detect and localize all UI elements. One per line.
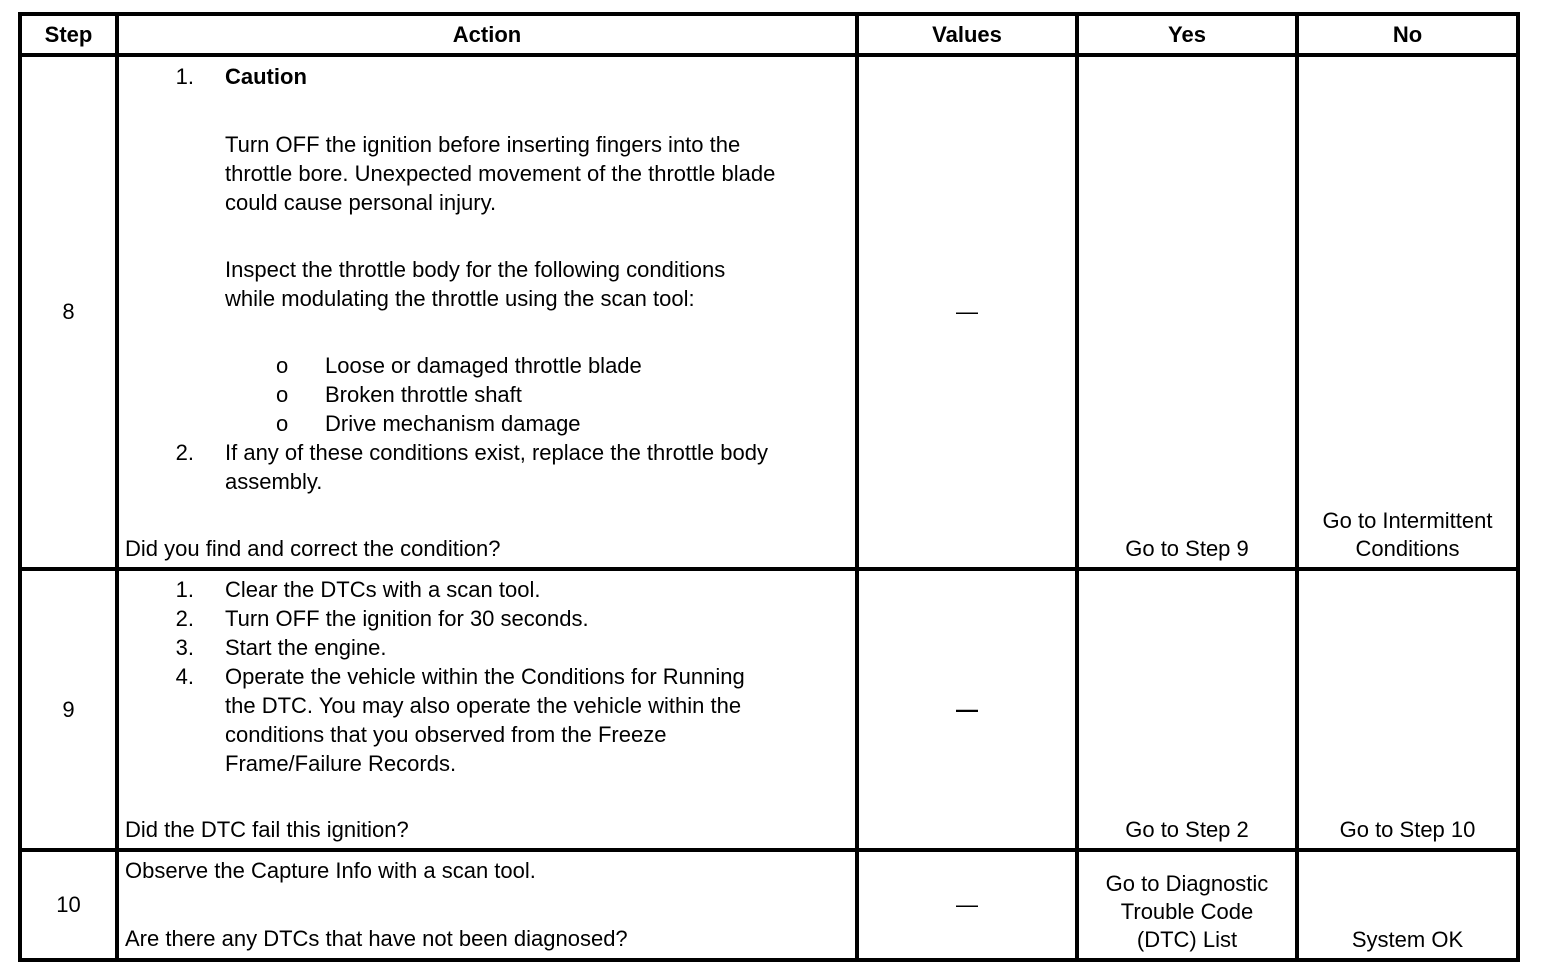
list-number: 1.	[175, 577, 194, 602]
value-dash: —	[956, 299, 978, 324]
question-text: Are there any DTCs that have not been diagnosed?	[125, 926, 628, 951]
caution-text: could cause personal injury.	[225, 190, 497, 215]
bullet-item: Loose or damaged throttle blade	[325, 353, 642, 378]
yes-result	[1079, 571, 1295, 848]
list-number: 2.	[175, 440, 194, 465]
step-text: If any of these conditions exist, replace the throttle body	[225, 440, 768, 465]
header-yes: Yes	[1168, 21, 1206, 47]
bullet-item: Broken throttle shaft	[325, 382, 522, 407]
step-number: 10	[56, 892, 81, 917]
yes-text: Go to Diagnostic	[1105, 871, 1269, 896]
caution-title: Caution	[225, 64, 307, 89]
header-action: Action	[452, 21, 522, 47]
step-text: Turn OFF the ignition for 30 seconds.	[225, 606, 589, 631]
inspect-text: while modulating the throttle using the scan tool:	[225, 286, 695, 311]
yes-text: Go to Step 2	[1125, 817, 1249, 842]
list-number: 4.	[175, 664, 194, 689]
value-dash: —	[956, 892, 978, 917]
yes-result	[1079, 852, 1295, 958]
diagnostic-table	[18, 12, 1520, 962]
action-cell	[119, 571, 855, 848]
bullet-marker: o	[276, 353, 289, 378]
action-cell	[119, 852, 855, 958]
step-text: assembly.	[225, 469, 323, 494]
step-text: Clear the DTCs with a scan tool.	[225, 577, 541, 602]
header-no: No	[1392, 21, 1423, 47]
grid-line	[1516, 12, 1520, 962]
inspect-text: Inspect the throttle body for the following conditions	[225, 257, 726, 282]
step-text: the DTC. You may also operate the vehicle within the	[225, 693, 742, 718]
step-text: Start the engine.	[225, 635, 387, 660]
question-text: Did you find and correct the condition?	[125, 536, 501, 561]
step-text: Operate the vehicle within the Conditions for Running	[225, 664, 745, 689]
bullet-marker: o	[276, 382, 289, 407]
no-text: Conditions	[1355, 536, 1460, 561]
yes-text: Trouble Code	[1120, 899, 1254, 924]
grid-line	[18, 958, 1520, 962]
step-text: Observe the Capture Info with a scan tool.	[125, 858, 536, 883]
step-text: conditions that you observed from the Freeze	[225, 722, 667, 747]
no-result	[1299, 57, 1516, 567]
question-text: Did the DTC fail this ignition?	[125, 817, 409, 842]
yes-result	[1079, 57, 1295, 567]
no-text: Go to Step 10	[1339, 817, 1476, 842]
step-number: 8	[62, 299, 75, 324]
step-text: Frame/Failure Records.	[225, 751, 457, 776]
step-number: 9	[62, 696, 75, 722]
action-cell	[119, 57, 855, 567]
no-result	[1299, 852, 1516, 958]
bullet-item: Drive mechanism damage	[325, 411, 581, 436]
no-text: System OK	[1351, 927, 1464, 952]
yes-text: (DTC) List	[1136, 927, 1238, 952]
yes-text: Go to Step 9	[1125, 536, 1249, 561]
list-number: 1.	[175, 64, 194, 89]
header-step: Step	[44, 21, 93, 47]
bullet-marker: o	[276, 411, 289, 436]
caution-text: Turn OFF the ignition before inserting fingers into the	[225, 132, 741, 157]
no-text: Go to Intermittent	[1322, 508, 1493, 533]
list-number: 2.	[175, 606, 194, 631]
caution-text: throttle bore. Unexpected movement of the throttle blade	[225, 161, 776, 186]
header-values: Values	[932, 21, 1002, 47]
no-result	[1299, 571, 1516, 848]
value-dash: —	[956, 696, 978, 722]
list-number: 3.	[175, 635, 194, 660]
